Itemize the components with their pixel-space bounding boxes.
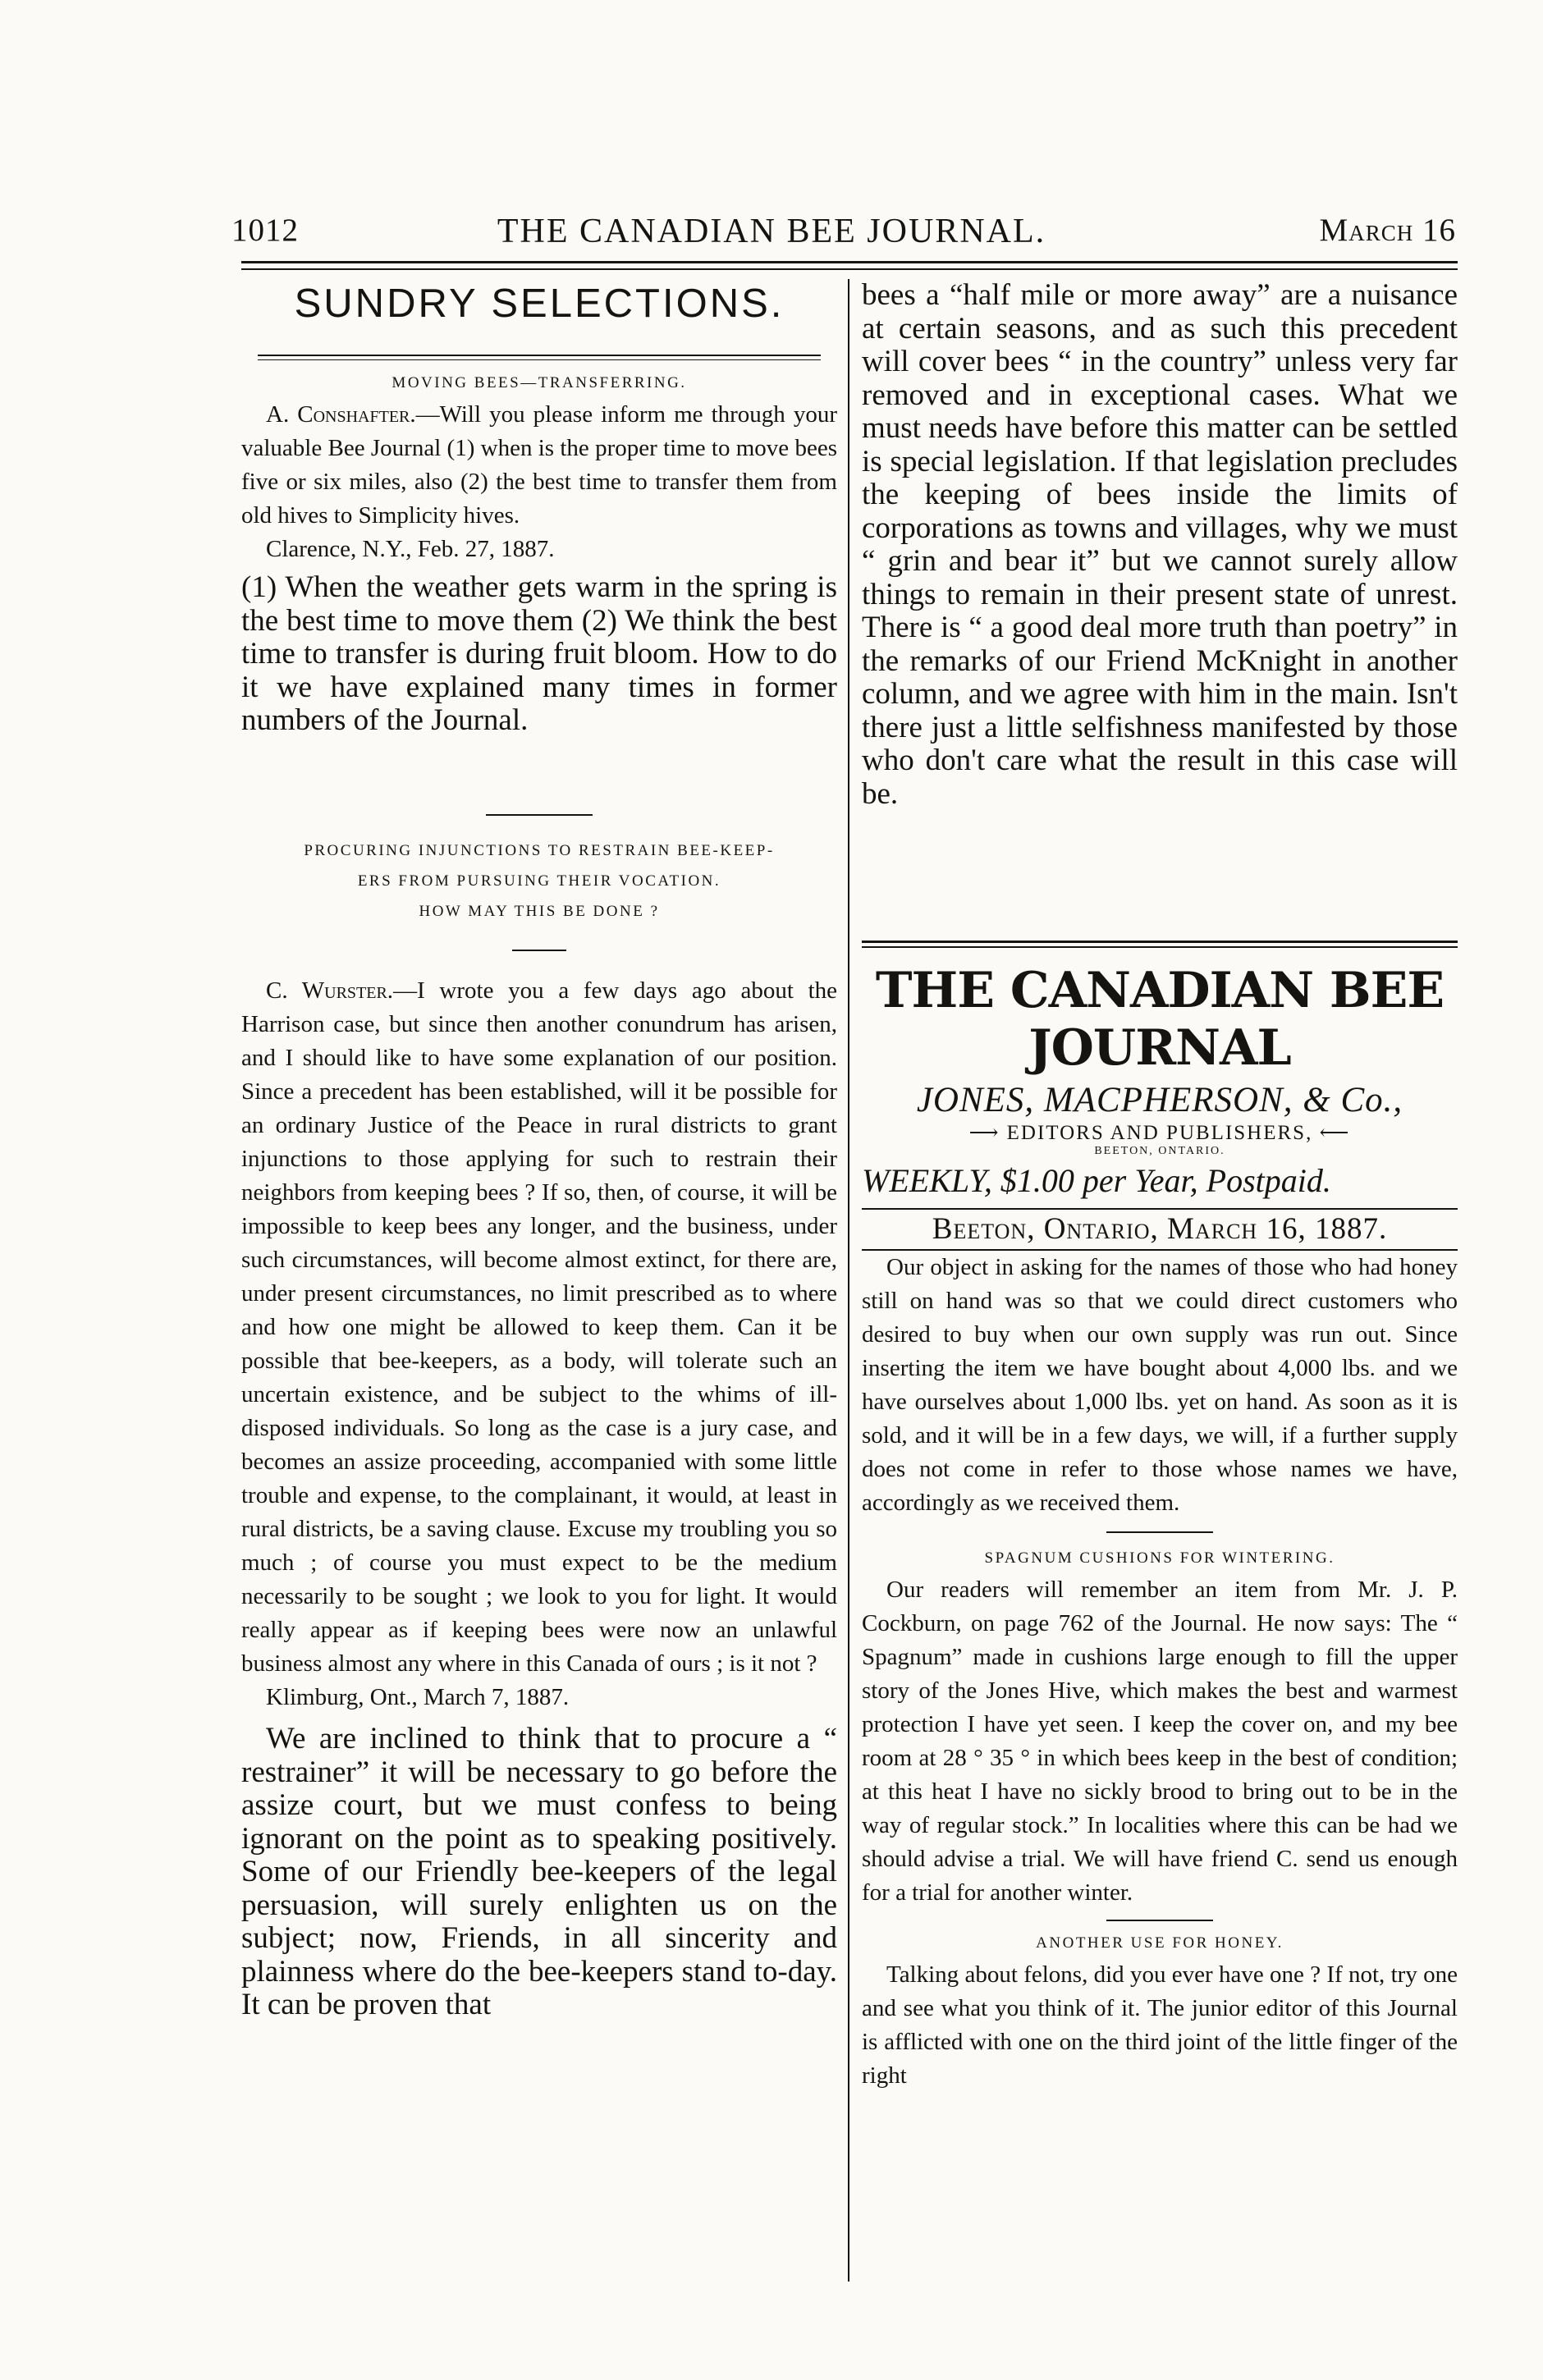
issue-date: March 16 xyxy=(1319,213,1456,248)
letter-paragraph xyxy=(241,398,837,533)
article-subhead: SPAGNUM CUSHIONS FOR WINTERING. xyxy=(984,1549,1335,1567)
left-column xyxy=(241,279,837,2021)
section-rule-thin xyxy=(258,359,821,360)
letter-signoff: Klimburg, Ont., March 7, 1887. xyxy=(266,1684,570,1710)
letter-paragraph xyxy=(241,974,837,1681)
masthead-rule-thin xyxy=(862,946,1458,948)
letter-signoff: Clarence, N.Y., Feb. 27, 1887. xyxy=(266,536,555,562)
masthead-editors-label: EDITORS AND PUBLISHERS, xyxy=(1006,1122,1313,1144)
article-subhead-line2: ERS FROM PURSUING THEIR VOCATION. xyxy=(357,872,721,890)
masthead-dateline: Beeton, Ontario, March 16, 1887. xyxy=(932,1212,1388,1246)
honey-paragraph: Talking about felons, did you ever have one ? If not, try one and see what you think of it. The junior editor of this Journal is afflicted with one on the third joint of the little finger of the right xyxy=(862,1961,1458,2089)
masthead-weekly: WEEKLY, $1.00 per Year, Postpaid. xyxy=(862,1162,1331,1199)
masthead xyxy=(862,962,1458,1251)
short-divider xyxy=(1106,1531,1213,1533)
right-column xyxy=(862,278,1458,2089)
page-number: 1012 xyxy=(231,213,299,248)
letter-text: —Will you please inform me through your valuable Bee Journal (1) when is the proper time to move bees five or six miles, also (2) the best time to transfer them from old hives to Simplicity hives. xyxy=(241,401,837,529)
letter-text: —I wrote you a few days ago about the Harrison case, but since then another conundrum has arisen, and I should like to have some explanation of our position. Since a precedent has been established, will it be possible for an ordinary Justice of the Peace in rural districts to grant injunctions to those applying for such to restrain their neighbors from keeping bees ? If so, then, of course, it will be impossible to keep bees any longer, and the business, under such circumstances, will become almost extinct, for there are, under present circumstances, no limit prescribed as to where and how one might be allowed to keep them. Can it be possible that bee-keepers, as a body, will tolerate such an uncertain existence, and be subject to the whims of ill-disposed individuals. So long as the case is a jury case, and becomes an assize proceeding, accompanied with some little trouble and expense, to the complainant, it would, at least in rural districts, be a saving clause. Excuse my troubling you so much ; of course you must expect to be the medium necessarily to be sought ; we look to you for light. It would really appear as if keeping bees were now an unlawful business almost any where in this Canada of ours ; is it not ? xyxy=(241,977,837,1677)
article-moving-bees xyxy=(241,368,837,738)
masthead-title: THE CANADIAN BEE JOURNAL xyxy=(875,962,1445,1077)
spagnum-paragraph: Our readers will remember an item from Mr. J. P. Cockburn, on page 762 of the Journal. He now says: The “ Spagnum” made in cushions large enough to fill the upper story of the Jones Hive, which makes the best and warmest protection I have yet seen. I keep the cover on, and my bee room at 28 ° 35 ° in which bees keep in the best of condition; at this heat I have no sickly brood to bring out to be in the way of regular stock.” In localities where this can be had we should advise a trial. We will have friend C. send us enough for a trial for another winter. xyxy=(862,1577,1458,1906)
editorial-paragraph: Our object in asking for the names of those who had honey still on hand was so that we could direct customers who desired to buy when our own supply was run out. Since inserting the item we have bought about 4,000 lbs. and we have ourselves about 1,000 lbs. yet on hand. As soon as it is sold, and it will be in a few days, we will, if a further supply does not come in refer to those whose names we have, accordingly as we received them. xyxy=(862,1254,1458,1516)
article-subhead-line3: HOW MAY THIS BE DONE ? xyxy=(419,903,660,920)
header-rule-top xyxy=(241,261,1458,263)
section-title: SUNDRY SELECTIONS. xyxy=(294,281,785,326)
section-rule xyxy=(258,355,821,356)
journal-title: THE CANADIAN BEE JOURNAL. xyxy=(497,213,1046,250)
masthead-rule xyxy=(862,941,1458,943)
masthead-editors xyxy=(862,1120,1458,1145)
short-divider xyxy=(512,950,566,951)
column-divider xyxy=(848,279,849,2282)
continued-reply: bees a “half mile or more away” are a nuisance at certain seasons, and as such this precedent will cover bees “ in the country” unless very far removed and in exceptional cases. What we must needs have before this matter can be settled is special legislation. If that legislation precludes the keeping of bees inside the limits of corporations as towns and villages, why we must “ grin and bear it” but we cannot surely allow things to remain in their present state of unrest. There is “ a good deal more truth than poetry” in the remarks of our Friend McKnight in another column, and we agree with him in the main. Isn't there just a little selfishness manifested by those who don't care what the result in this case will be. xyxy=(862,278,1458,811)
editor-reply: We are inclined to think that to procure a “ restrainer” it will be necessary to go before the assize court, but we must confess to being ignorant on the point as to speaking positively. Some of our Friendly bee-keepers of the legal persuasion, will surely enlighten us on the subject; now, Friends, in all sincerity and plainness where do the bee-keepers stand to-day. It can be proven that xyxy=(241,1722,837,2021)
short-divider xyxy=(1106,1920,1213,1921)
arrow-left-icon: ⟵ xyxy=(1312,1122,1351,1144)
short-divider xyxy=(486,814,593,816)
right-articles xyxy=(862,1251,1458,2093)
article-subhead: MOVING BEES—TRANSFERRING. xyxy=(391,374,687,391)
letter-author: C. Wurster. xyxy=(266,977,394,1004)
masthead-publisher: JONES, MACPHERSON, & Co., xyxy=(916,1081,1403,1119)
article-subhead-line1: PROCURING INJUNCTIONS TO RESTRAIN BEE-KEEP- xyxy=(304,842,775,859)
article-subhead: ANOTHER USE FOR HONEY. xyxy=(1036,1934,1284,1952)
article-injunctions xyxy=(241,835,837,2022)
masthead-location: BEETON, ONTARIO. xyxy=(1094,1145,1225,1157)
header-rule-bottom xyxy=(241,268,1458,270)
letter-author: A. Conshafter. xyxy=(266,401,416,428)
dateline-rule-top xyxy=(862,1208,1458,1210)
editor-reply: (1) When the weather gets warm in the spring is the best time to move them (2) We think the best time to transfer is during fruit bloom. How to do it we have explained many times in former numbers of the Journal. xyxy=(241,570,837,737)
arrow-right-icon: ⟶ xyxy=(968,1122,1007,1144)
